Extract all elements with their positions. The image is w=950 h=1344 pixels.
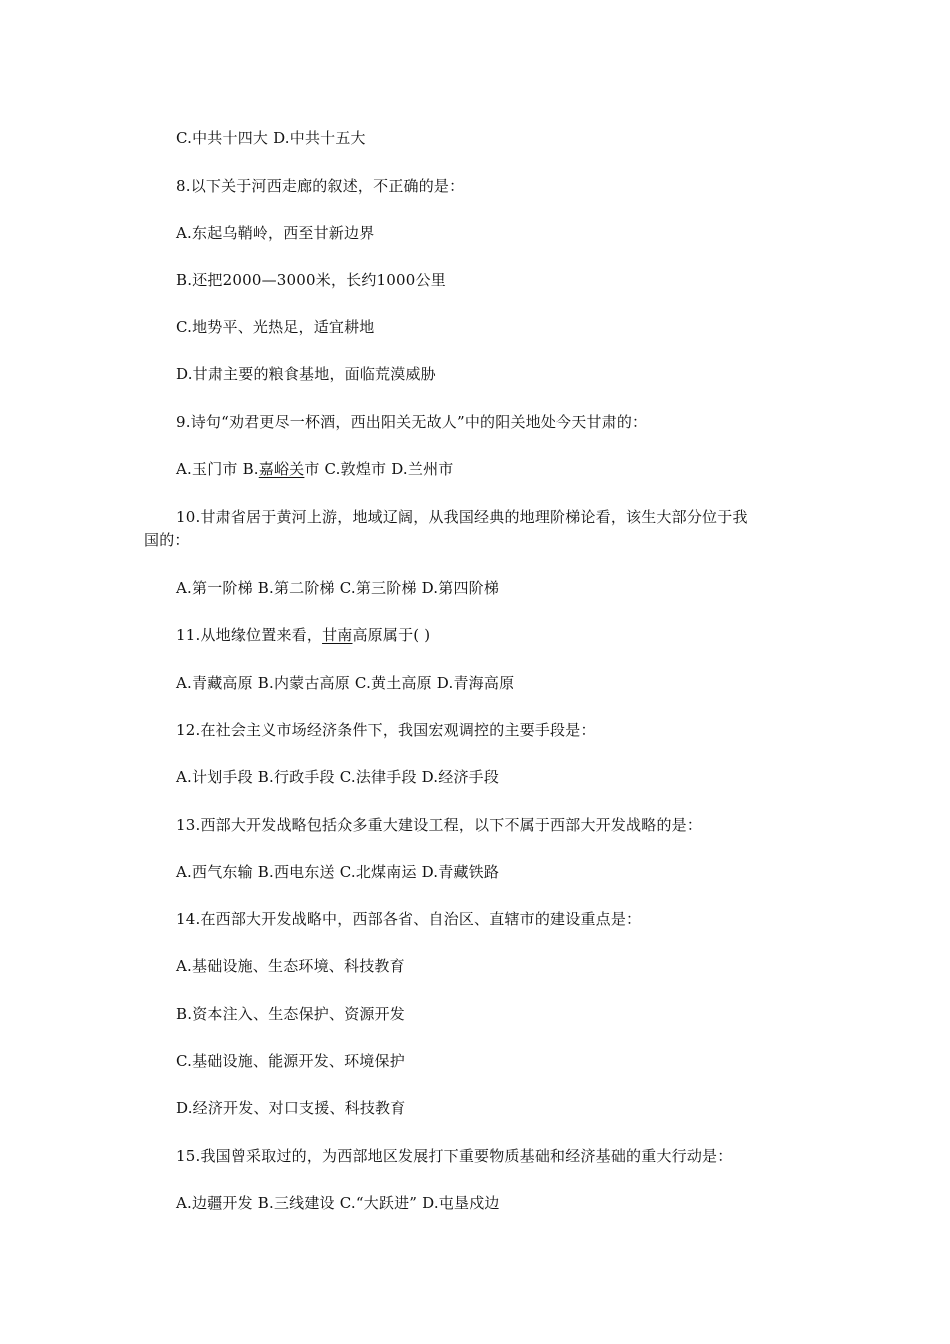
option-line: A.青藏高原 B.内蒙古高原 C.黄土高原 D.青海高原 [176, 674, 515, 692]
underlined-term: 甘南 [322, 626, 353, 644]
question-text: 11.从地缘位置来看， [176, 626, 323, 644]
question-10-cont: 国的： [144, 531, 190, 549]
option-text: 市 C.敦煌市 D.兰州市 [304, 460, 454, 478]
question-11 [176, 625, 430, 645]
option-line: B.还把2000—3000米，长约1000公里 [176, 271, 446, 289]
underlined-term: 嘉峪关 [258, 460, 305, 478]
question-9: 9.诗句“劝君更尽一杯酒，西出阳关无故人”中的阳关地处今天甘肃的： [176, 413, 648, 431]
question-8: 8.以下关于河西走廊的叙述，不正确的是： [176, 177, 465, 195]
option-line: D.甘肃主要的粮食基地，面临荒漠威胁 [176, 365, 436, 383]
option-line: A.第一阶梯 B.第二阶梯 C.第三阶梯 D.第四阶梯 [176, 579, 500, 597]
question-15: 15.我国曾采取过的，为西部地区发展打下重要物质基础和经济基础的重大行动是： [176, 1147, 733, 1165]
option-line: C.基础设施、能源开发、环境保护 [176, 1052, 405, 1070]
text-line: C.中共十四大 D.中共十五大 [176, 129, 366, 147]
option-line: A.计划手段 B.行政手段 C.法律手段 D.经济手段 [176, 768, 500, 786]
question-13: 13.西部大开发战略包括众多重大建设工程，以下不属于西部大开发战略的是： [176, 816, 703, 834]
question-14: 14.在西部大开发战略中，西部各省、自治区、直辖市的建设重点是： [176, 910, 642, 928]
option-line: A.西气东输 B.西电东送 C.北煤南运 D.青藏铁路 [176, 863, 500, 881]
option-line: D.经济开发、对口支援、科技教育 [176, 1099, 406, 1117]
option-line: A.边疆开发 B.三线建设 C.“大跃进” D.屯垦戍边 [176, 1194, 500, 1212]
option-line: A.基础设施、生态环境、科技教育 [176, 957, 405, 975]
question-9-options [176, 459, 453, 479]
option-line: C.地势平、光热足，适宜耕地 [176, 318, 375, 336]
option-line: A.东起乌鞘岭，西至甘新边界 [176, 224, 375, 242]
question-12: 12.在社会主义市场经济条件下，我国宏观调控的主要手段是： [176, 721, 596, 739]
question-10: 10.甘肃省居于黄河上游，地域辽阔，从我国经典的地理阶梯论看，该生大部分位于我 [176, 508, 748, 526]
question-text: 高原属于( ) [352, 626, 431, 644]
option-text: A.玉门市 B. [176, 460, 259, 478]
option-line: B.资本注入、生态保护、资源开发 [176, 1005, 405, 1023]
